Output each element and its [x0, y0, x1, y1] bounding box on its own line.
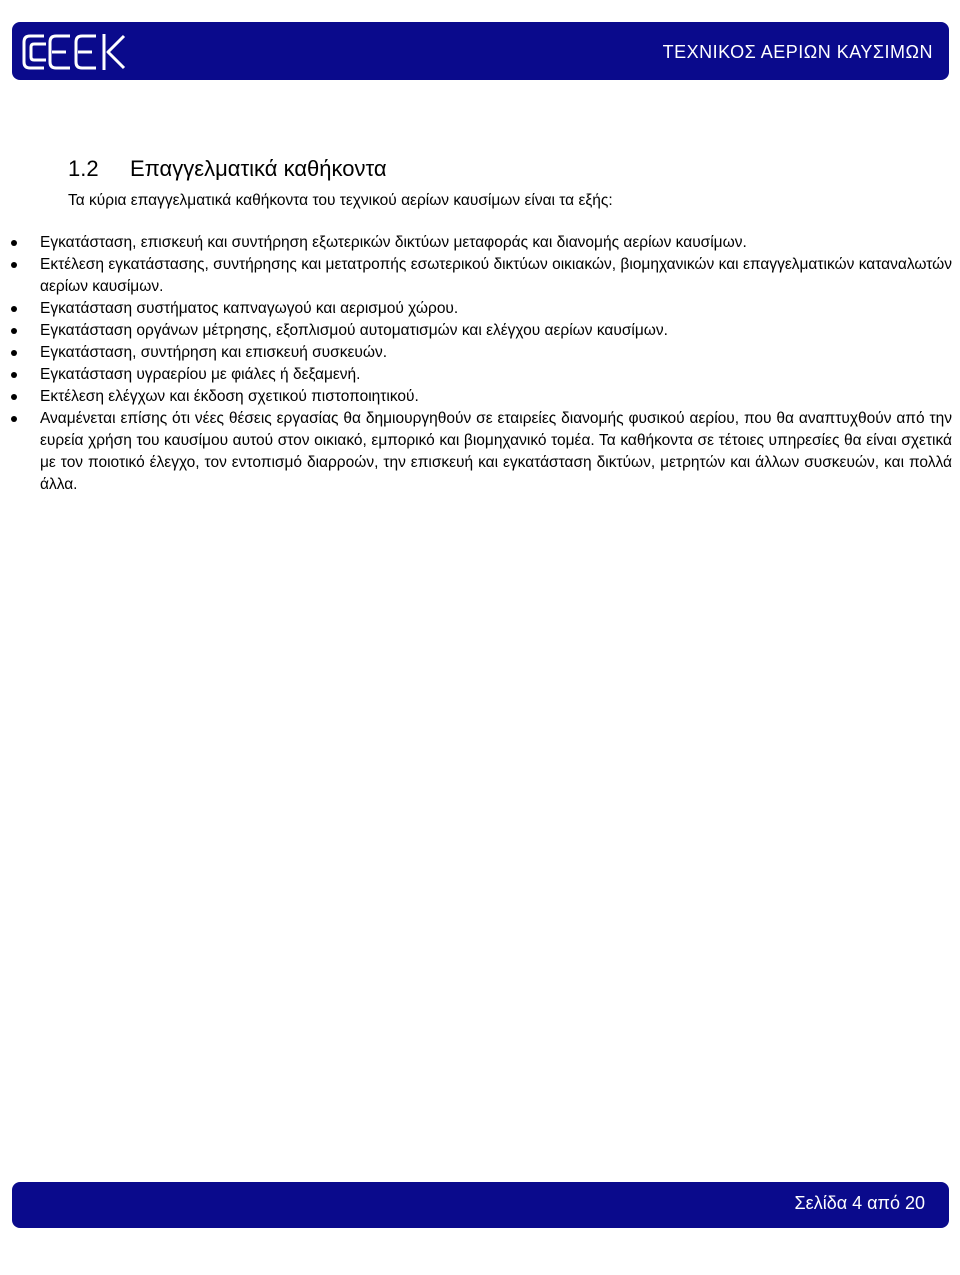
list-item: Εκτέλεση ελέγχων και έκδοση σχετικού πιστοποιητικού.	[0, 386, 960, 408]
section-intro: Τα κύρια επαγγελματικά καθήκοντα του τεχνικού αερίων καυσίμων είναι τα εξής:	[68, 192, 613, 209]
section-title: Επαγγελματικά καθήκοντα	[130, 156, 387, 181]
list-item: Εγκατάσταση οργάνων μέτρησης, εξοπλισμού αυτοματισμών και ελέγχου αερίων καυσίμων.	[0, 320, 960, 342]
duties-list	[0, 232, 960, 496]
bullet-icon	[11, 394, 17, 400]
section-heading	[68, 156, 387, 182]
list-item: Εγκατάσταση υγραερίου με φιάλες ή δεξαμενή.	[0, 364, 960, 386]
footer-banner	[12, 1182, 949, 1228]
bullet-icon	[11, 372, 17, 378]
bullet-icon	[11, 328, 17, 334]
list-item: Εγκατάσταση συστήματος καπναγωγού και αερισμού χώρου.	[0, 298, 960, 320]
list-item: Εγκατάσταση, επισκευή και συντήρηση εξωτερικών δικτύων μεταφοράς και διανομής αερίων καυσίμων.	[0, 232, 960, 254]
bullet-icon	[11, 240, 17, 246]
list-item: Αναμένεται επίσης ότι νέες θέσεις εργασίας θα δημιουργηθούν σε εταιρείες διανομής φυσικού αερίου, που θα αναπτυχθούν από την ευρεία χρήση του καυσίμου αυτού στον οικιακό, εμπορικό και βιομηχανικό τομέα. Τα καθήκοντα σε τέτοιες υπηρεσίες θα είναι σχετικά με τον ποιοτικό έλεγχο, τον εντοπισμό διαρροών, την επισκευή και εγκατάσταση δικτύων, μετρητών και άλλων συσκευών, και πολλά άλλα.	[0, 408, 960, 496]
section-number: 1.2	[68, 156, 99, 181]
document-title: ΤΕΧΝΙΚΟΣ ΑΕΡΙΩΝ ΚΑΥΣΙΜΩΝ	[662, 42, 933, 62]
bullet-icon	[11, 350, 17, 356]
bullet-icon	[11, 416, 17, 422]
header-banner	[12, 22, 949, 80]
list-item: Εγκατάσταση, συντήρηση και επισκευή συσκευών.	[0, 342, 960, 364]
page-number: Σελίδα 4 από 20	[794, 1193, 925, 1213]
bullet-icon	[11, 262, 17, 268]
bullet-icon	[11, 306, 17, 312]
list-item: Εκτέλεση εγκατάστασης, συντήρησης και μετατροπής εσωτερικού δικτύων οικιακών, βιομηχανικών και επαγγελματικών καταναλωτών αερίων καυσίμων.	[0, 254, 960, 298]
ceek-logo	[20, 30, 130, 74]
